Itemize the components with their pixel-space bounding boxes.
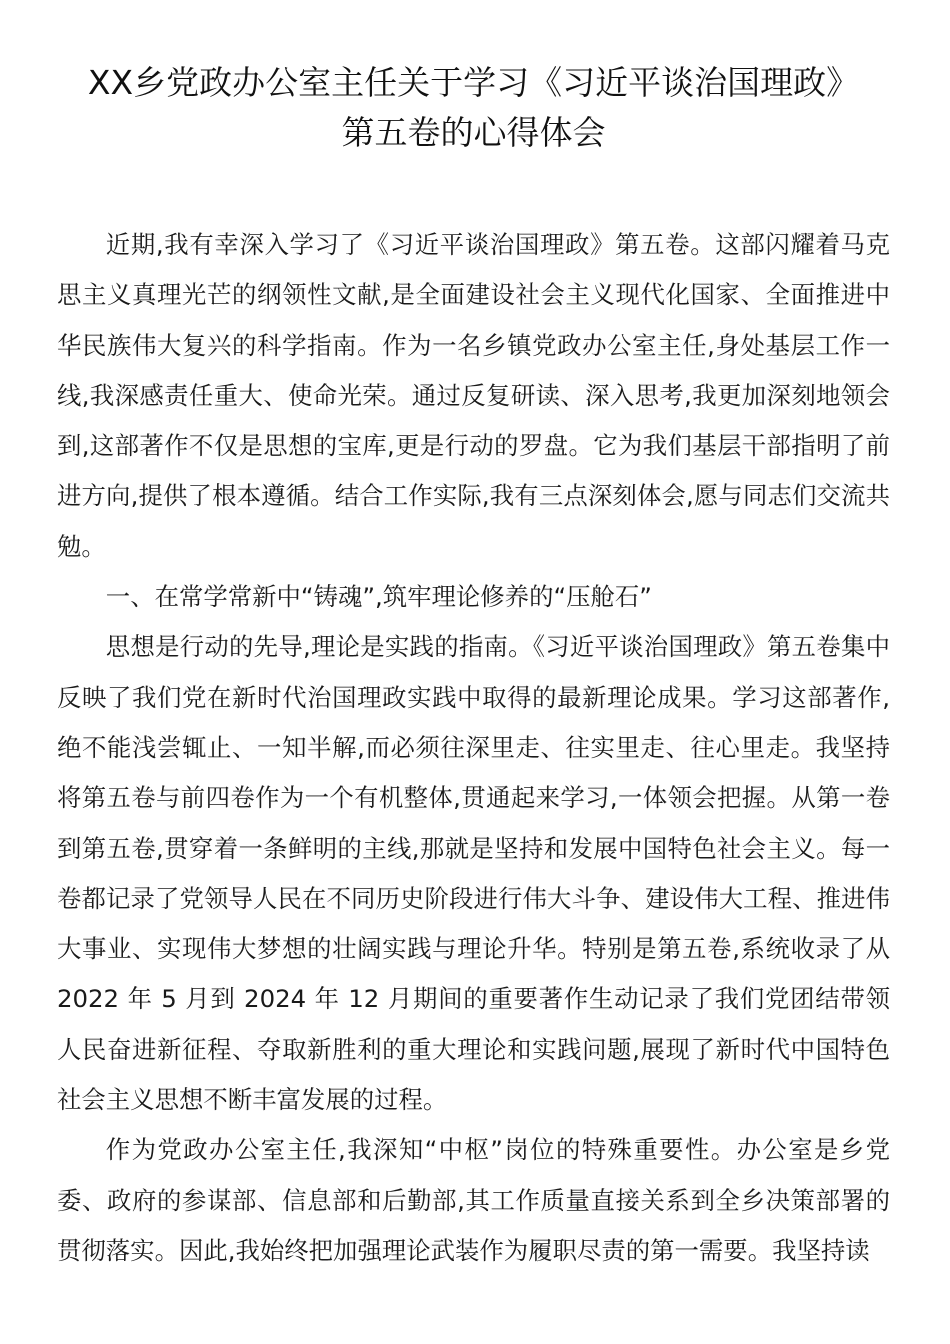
- title-line-1: XX乡党政办公室主任关于学习《习近平谈治国理政》: [87, 63, 860, 102]
- paragraph-office-role: 作为党政办公室主任,我深知“中枢”岗位的特殊重要性。办公室是乡党委、政府的参谋部、信息部和后勤部,其工作质量直接关系到全乡决策部署的贯彻落实。因此,我始终把加强理论武装作为履职尽责的第一需要。我坚持读: [57, 1135, 890, 1265]
- paragraph-intro: 近期,我有幸深入学习了《习近平谈治国理政》第五卷。这部闪耀着马克思主义真理光芒的纲领性文献,是全面建设社会主义现代化国家、全面推进中华民族伟大复兴的科学指南。作为一名乡镇党政办公室主任,身处基层工作一线,我深感责任重大、使命光荣。通过反复研读、深入思考,我更加深刻地领会到,这部著作不仅是思想的宝库,更是行动的罗盘。它为我们基层干部指明了前进方向,提供了根本遵循。结合工作实际,我有三点深刻体会,愿与同志们交流共勉。: [57, 230, 890, 561]
- section-heading-1: 一、在常学常新中“铸魂”,筑牢理论修养的“压舱石”: [105, 582, 652, 612]
- document-body: [57, 220, 890, 1276]
- paragraph-theory: 思想是行动的先导,理论是实践的指南。《习近平谈治国理政》第五卷集中反映了我们党在新时代治国理政实践中取得的最新理论成果。学习这部著作,绝不能浅尝辄止、一知半解,而必须往深里走、往实里走、往心里走。我坚持将第五卷与前四卷作为一个有机整体,贯通起来学习,一体领会把握。从第一卷到第五卷,贯穿着一条鲜明的主线,那就是坚持和发展中国特色社会主义。每一卷都记录了党领导人民在不同历史阶段进行伟大斗争、建设伟大工程、推进伟大事业、实现伟大梦想的壮阔实践与理论升华。特别是第五卷,系统收录了从 2022 年 5 月到 2024 年 12 月期间的重要著作生动记录了我们党团结带领人民奋进新征程、夺取新胜利的重大理论和实践问题,展现了新时代中国特色社会主义思想不断丰富发展的过程。: [57, 632, 890, 1115]
- document-title: [57, 58, 890, 158]
- title-line-2: 第五卷的心得体会: [341, 113, 606, 152]
